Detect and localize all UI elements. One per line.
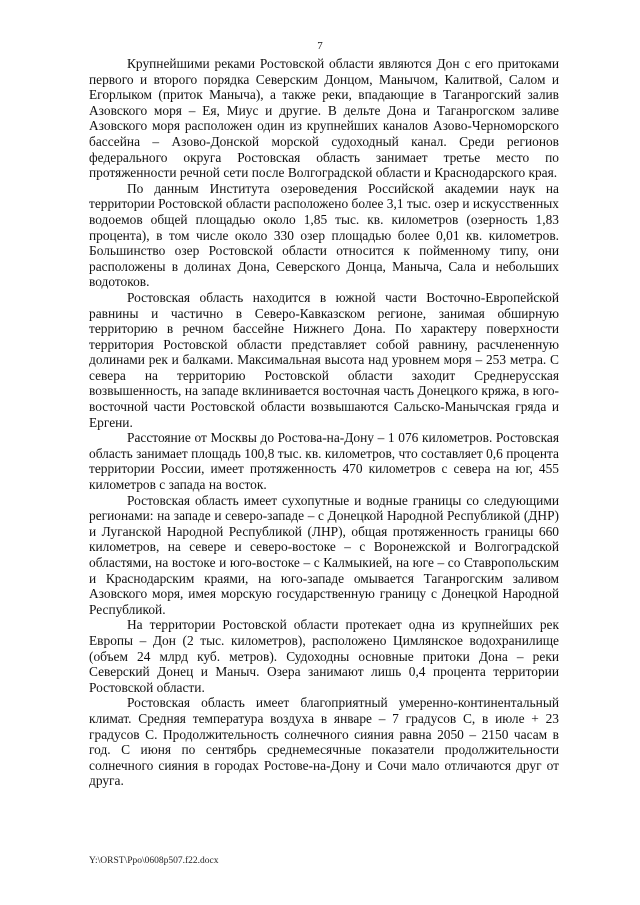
- paragraph-don-river: На территории Ростовской области протекает одна из крупнейших рек Европы – Дон (2 тыс. километров), расположено Цимлянское водохранилище (объем 24 млрд куб. метров). Судоходны основные притоки Дона – реки Северский Донец и Маныч. Озера занимают лишь 0,4 процента территории Ростовской области.: [89, 617, 559, 695]
- paragraph-distance-area: Расстояние от Москвы до Ростова-на-Дону – 1 076 километров. Ростовская область занимает площадь 100,8 тыс. кв. километров, что составляет 0,6 процента территории России, имеет протяженность 470 километров с севера на юг, 455 километров с запада на восток.: [89, 430, 559, 493]
- page-number: 7: [317, 40, 323, 52]
- paragraph-borders: Ростовская область имеет сухопутные и водные границы со следующими регионами: на западе и северо-западе – с Донецкой Народной Республикой (ДНР) и Луганской Народной Республикой (ЛНР), общая протяженность границы 660 километров, на севере и северо-востоке – с Воронежской и Волгоградской областями, на востоке и юго-востоке – с Калмыкией, на юге – со Ставропольским и Краснодарским краями, на юго-западе омывается Таганрогским заливом Азовского моря, имея морскую государственную границу с Донецкой Народной Республикой.: [89, 492, 559, 617]
- document-body: [89, 56, 559, 789]
- paragraph-climate: Ростовская область имеет благоприятный умеренно-континентальный климат. Средняя температура воздуха в январе – 7 градусов С, в июле + 23 градусов С. Продолжительность солнечного сияния равна 2050 – 2150 часам в год. С июня по сентябрь среднемесячные показатели продолжительности солнечного сияния в городах Ростове-на-Дону и Сочи мало отличаются друг от друга.: [89, 695, 559, 789]
- paragraph-rivers: Крупнейшими реками Ростовской области являются Дон с его притоками первого и второго порядка Северским Донцом, Манычом, Калитвой, Салом и Егорлыком (приток Маныча), а также реки, впадающие в Таганрогский залив Азовского моря – Ея, Миус и другие. В дельте Дона и Таганрогском заливе Азовского моря расположен один из крупнейших каналов Азово-Черноморского бассейна – Азово-Донской морской судоходный канал. Среди регионов федерального округа Ростовская область занимает третье место по протяженности речной сети после Волгоградской области и Краснодарского края.: [89, 56, 559, 181]
- paragraph-lakes: По данным Института озероведения Российской академии наук на территории Ростовской области расположено более 3,1 тыс. озер и искусственных водоемов общей площадью около 1,85 тыс. кв. километров (озерность 1,83 процента), в том числе около 330 озер площадью более 0,01 кв. километров. Большинство озер Ростовской области относится к пойменному типу, они расположены в долинах Дона, Северского Донца, Маныча, Сала и небольших водотоков.: [89, 180, 559, 290]
- paragraph-relief: Ростовская область находится в южной части Восточно-Европейской равнины и частично в Северо-Кавказском регионе, занимая обширную территорию в речном бассейне Нижнего Дона. По характеру поверхности территория Ростовской области представляет собой равнину, расчлененную долинами рек и балками. Максимальная высота над уровнем моря – 253 метра. С севера на территорию Ростовской области заходит Среднерусская возвышенность, на западе вклинивается восточная часть Донецкого кряжа, в юго-восточной части Ростовской области возвышаются Сальско-Манычская гряда и Ергени.: [89, 289, 559, 430]
- footer-file-path: Y:\ORST\Ppo\0608p507.f22.docx: [89, 856, 219, 866]
